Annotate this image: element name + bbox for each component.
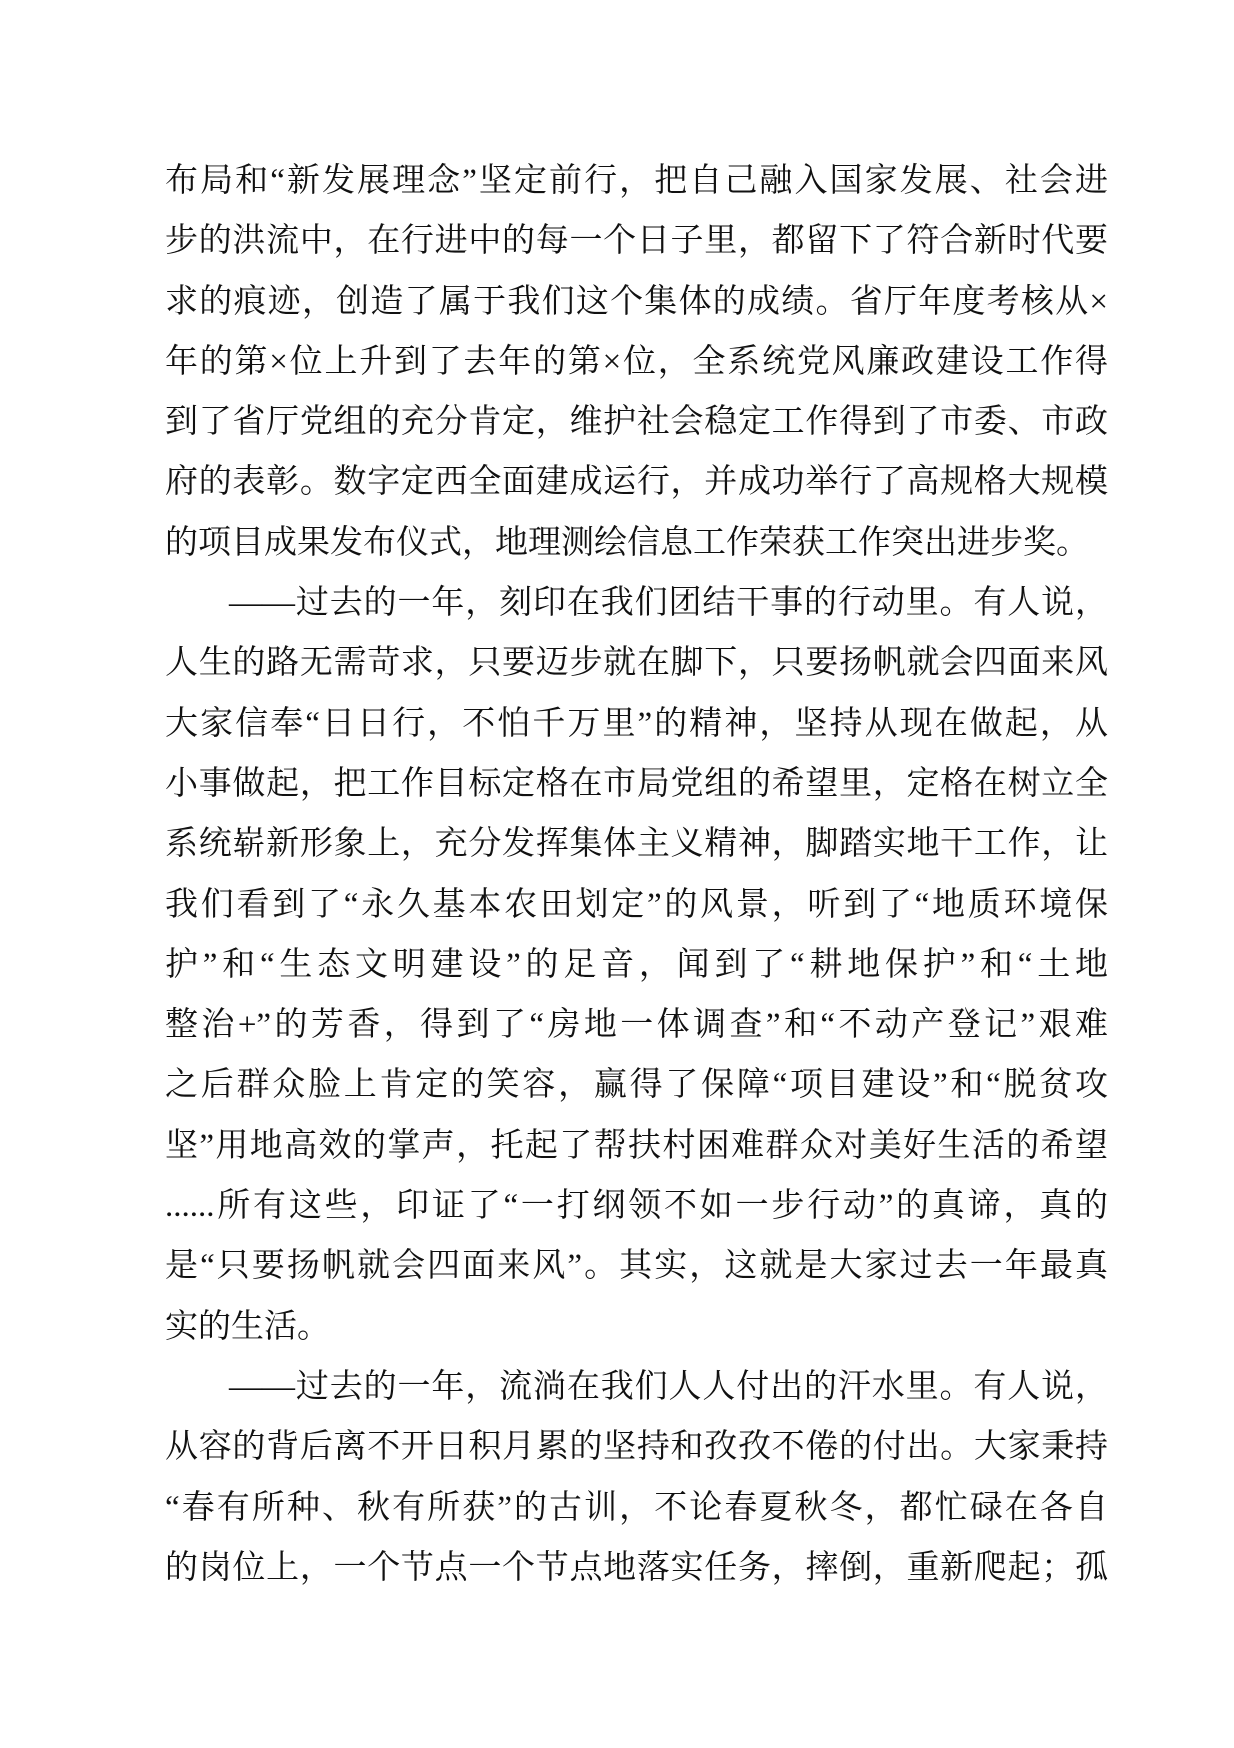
paragraph-3 xyxy=(165,1357,1108,1598)
paragraph-1 xyxy=(165,151,1108,573)
text-line: 我们看到了“永久基本农田划定”的风景，听到了“地质环境保 xyxy=(165,886,1108,923)
text-line: 之后群众脸上肯定的笑容，赢得了保障“项目建设”和“脱贫攻 xyxy=(165,1067,1108,1104)
text-line: 是“只要扬帆就会四面来风”。其实，这就是大家过去一年最真 xyxy=(165,1248,1108,1285)
text-line: 坚”用地高效的掌声，托起了帮扶村困难群众对美好生活的希望 xyxy=(165,1127,1108,1164)
text-line: 求的痕迹，创造了属于我们这个集体的成绩。省厅年度考核从× xyxy=(165,283,1108,320)
text-line: 步的洪流中，在行进中的每一个日子里，都留下了符合新时代要 xyxy=(165,223,1108,260)
body-text xyxy=(165,151,1108,1598)
text-line: 小事做起，把工作目标定格在市局党组的希望里，定格在树立全 xyxy=(165,765,1108,802)
text-line: 实的生活。 xyxy=(165,1308,330,1345)
text-line: 布局和“新发展理念”坚定前行，把自己融入国家发展、社会进 xyxy=(165,163,1108,199)
text-line: 年的第×位上升到了去年的第×位，全系统党风廉政建设工作得 xyxy=(165,343,1108,380)
text-line: 府的表彰。数字定西全面建成运行，并成功举行了高规格大规模 xyxy=(165,464,1108,501)
text-line: 人生的路无需苛求，只要迈步就在脚下，只要扬帆就会四面来风 xyxy=(165,645,1108,682)
text-line: 到了省厅党组的充分肯定，维护社会稳定工作得到了市委、市政 xyxy=(165,404,1108,441)
text-line: 从容的背后离不开日积月累的坚持和孜孜不倦的付出。大家秉持 xyxy=(165,1429,1108,1466)
text-line: 的岗位上，一个节点一个节点地落实任务，摔倒，重新爬起；孤 xyxy=(165,1549,1108,1586)
text-line: 护”和“生态文明建设”的足音，闻到了“耕地保护”和“土地 xyxy=(165,946,1108,983)
text-line: ——过去的一年，刻印在我们团结干事的行动里。有人说， xyxy=(229,585,1108,622)
text-line: 系统崭新形象上，充分发挥集体主义精神，脚踏实地干工作，让 xyxy=(165,826,1108,863)
text-line: 的项目成果发布仪式，地理测绘信息工作荣获工作突出进步奖。 xyxy=(165,524,1089,561)
text-line: “春有所种、秋有所获”的古训，不论春夏秋冬，都忙碌在各自 xyxy=(165,1489,1108,1526)
paragraph-2 xyxy=(165,573,1108,1357)
text-line: 整治+”的芳香，得到了“房地一体调查”和“不动产登记”艰难 xyxy=(165,1007,1108,1044)
text-line: 大家信奉“日日行，不怕千万里”的精神，坚持从现在做起，从 xyxy=(165,705,1108,742)
text-line: ——过去的一年，流淌在我们人人付出的汗水里。有人说， xyxy=(229,1368,1108,1405)
text-line: ......所有这些，印证了“一打纲领不如一步行动”的真谛，真的 xyxy=(165,1188,1108,1225)
